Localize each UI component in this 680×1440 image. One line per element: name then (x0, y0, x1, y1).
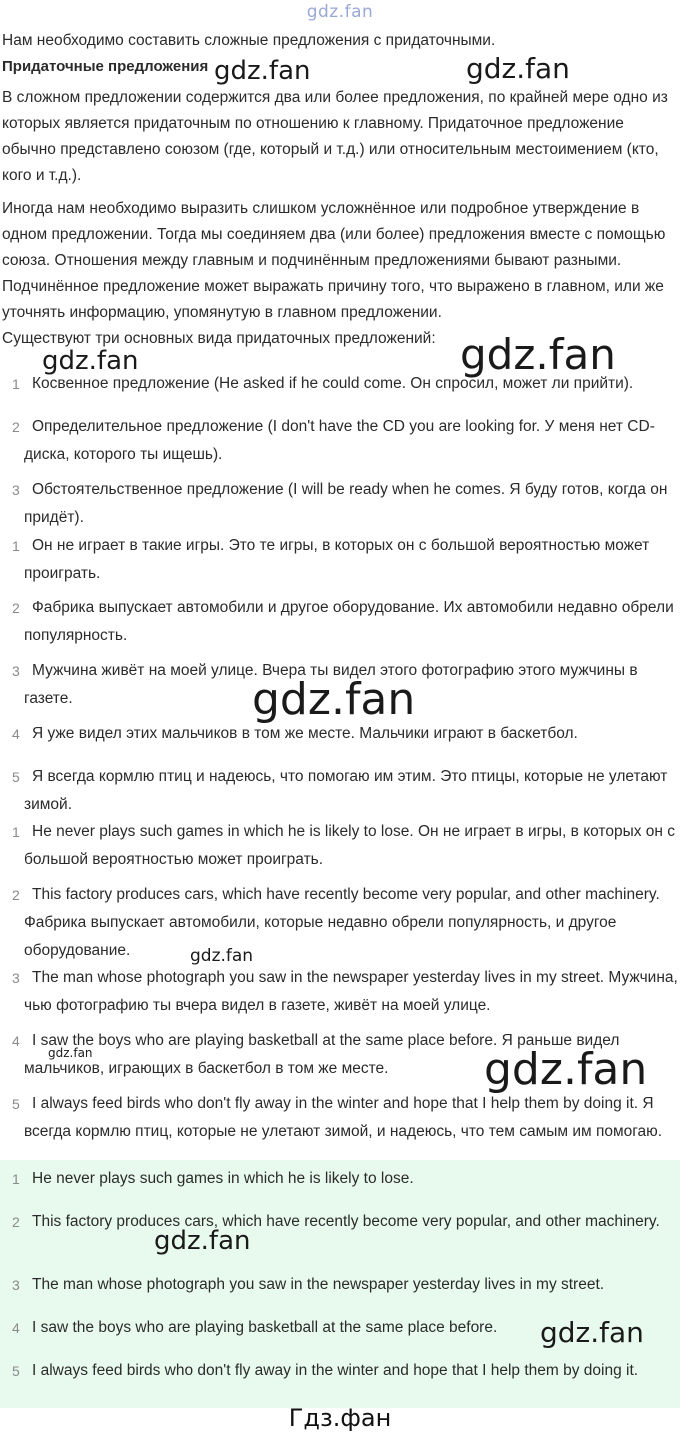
list-number: 5 (12, 1363, 20, 1379)
list-text: Фабрика выпускает автомобили и другое оборудование. Их автомобили недавно обрели популярность. (24, 599, 674, 644)
list-item (0, 881, 680, 965)
intro-line: Нам необходимо составить сложные предложения с придаточными. (2, 32, 496, 49)
list-text: The man whose photograph you saw in the newspaper yesterday lives in my street. Мужчина, чью фотографию ты вчера видел в газете, живёт на моей улице. (24, 969, 678, 1014)
answer-text: I saw the boys who are playing basketball at the same place before. (32, 1319, 498, 1336)
list-item (0, 763, 680, 819)
watermark: gdz.fan (540, 1316, 644, 1349)
answer-text: I always feed birds who don't fly away in the winter and hope that I help them by doing it. (32, 1362, 639, 1379)
footer-site-name[interactable]: Гдз.фан (288, 1404, 392, 1432)
section-heading: Придаточные предложения (2, 58, 209, 75)
list-item (0, 413, 680, 469)
list-number: 2 (12, 419, 20, 435)
answer-text: This factory produces cars, which have recently become very popular, and other machinery. (32, 1213, 660, 1230)
list-number: 5 (12, 1096, 20, 1112)
list-text: I saw the boys who are playing basketball at the same place before. Я раньше видел мальчиков, играющих в баскетбол в том же месте. (24, 1032, 620, 1077)
list-number: 1 (12, 376, 20, 392)
answer-item (0, 1314, 680, 1342)
watermark: gdz.fan (214, 56, 311, 86)
list-text: Мужчина живёт на моей улице. Вчера ты видел этого фотографию этого мужчины в газете. (24, 662, 638, 707)
list-number: 2 (12, 887, 20, 903)
list-number: 1 (12, 824, 20, 840)
list-item (0, 964, 680, 1020)
answer-item (0, 1271, 680, 1299)
list-text: Косвенное предложение (He asked if he could come. Он спросил, может ли прийти). (32, 375, 634, 392)
list-text: I always feed birds who don't fly away in the winter and hope that I help them by doing it. Я всегда кормлю птиц, которые не улетают зимой, и надеюсь, что тем самым им помогаю. (24, 1095, 663, 1140)
watermark: gdz.fan (190, 946, 254, 966)
list-item (0, 1027, 680, 1083)
watermark: gdz.fan (252, 674, 416, 725)
list-number: 3 (12, 1277, 20, 1293)
list-item (0, 594, 680, 650)
list-text: He never plays such games in which he is likely to lose. Он не играет в игры, в которых он с большой вероятностью может проиграть. (24, 823, 676, 868)
list-item (0, 532, 680, 588)
list-number: 2 (12, 600, 20, 616)
watermark: gdz.fan (48, 1046, 93, 1060)
answer-item (0, 1165, 680, 1193)
list-text: Я уже видел этих мальчиков в том же месте. Мальчики играют в баскетбол. (32, 725, 578, 742)
list-text: Я всегда кормлю птиц и надеюсь, что помогаю им этим. Это птицы, которые не улетают зимой. (24, 768, 668, 813)
answer-text: He never plays such games in which he is likely to lose. (32, 1170, 414, 1187)
list-number: 2 (12, 1214, 20, 1230)
watermark: gdz.fan (42, 346, 139, 376)
intro-paragraph-3: Существуют три основных вида придаточных предложений: (2, 330, 436, 347)
list-number: 3 (12, 970, 20, 986)
list-text: Обстоятельственное предложение (I will be ready when he comes. Я буду готов, когда он придёт). (24, 481, 668, 526)
watermark: gdz.fan (460, 330, 616, 379)
list-text: This factory produces cars, which have recently become very popular, and other machinery. Фабрика выпускает автомобили, которые недавно обрели популярность, и другое оборудование. (24, 886, 660, 959)
list-item (0, 720, 680, 748)
list-number: 5 (12, 769, 20, 785)
list-item (0, 476, 680, 532)
answer-text: The man whose photograph you saw in the newspaper yesterday lives in my street. (32, 1276, 605, 1293)
list-text: Он не играет в такие игры. Это те игры, в которых он с большой вероятностью может проиграть. (24, 537, 650, 582)
list-number: 3 (12, 663, 20, 679)
list-number: 4 (12, 1033, 20, 1049)
list-number: 3 (12, 482, 20, 498)
list-number: 4 (12, 1320, 20, 1336)
list-number: 1 (12, 538, 20, 554)
intro-paragraph-2: Иногда нам необходимо выразить слишком усложнённое или подробное утверждение в одном предложении. Тогда мы соединяем два (или более) предложения вместе с помощью союза. Отношения между главным и подчинённым предложениями бывают разными. Подчинённое предложение может выражать причину того, что выражено в главном, или же уточнять информацию, упомянутую в главном предложении. (2, 200, 666, 321)
watermark: gdz.fan (154, 1226, 251, 1256)
watermark: gdz.fan (466, 52, 570, 85)
list-item (0, 370, 680, 398)
list-item (0, 818, 680, 874)
list-item (0, 1090, 680, 1146)
list-item (0, 657, 680, 713)
list-number: 4 (12, 726, 20, 742)
list-text: Определительное предложение (I don't have the CD you are looking for. У меня нет CD-диска, которого ты ищешь). (24, 418, 655, 463)
answer-item (0, 1357, 680, 1385)
list-number: 1 (12, 1171, 20, 1187)
watermark: gdz.fan (484, 1044, 648, 1095)
intro-paragraph-1: В сложном предложении содержится два или более предложения, по крайней мере одно из которых является придаточным по отношению к главному. Придаточное предложение обычно представлено союзом (где, который и т.д.) или относительным местоимением (кто, кого и т.д.). (2, 89, 668, 184)
answer-item (0, 1208, 680, 1236)
site-logo[interactable]: gdz.fan (306, 2, 374, 22)
